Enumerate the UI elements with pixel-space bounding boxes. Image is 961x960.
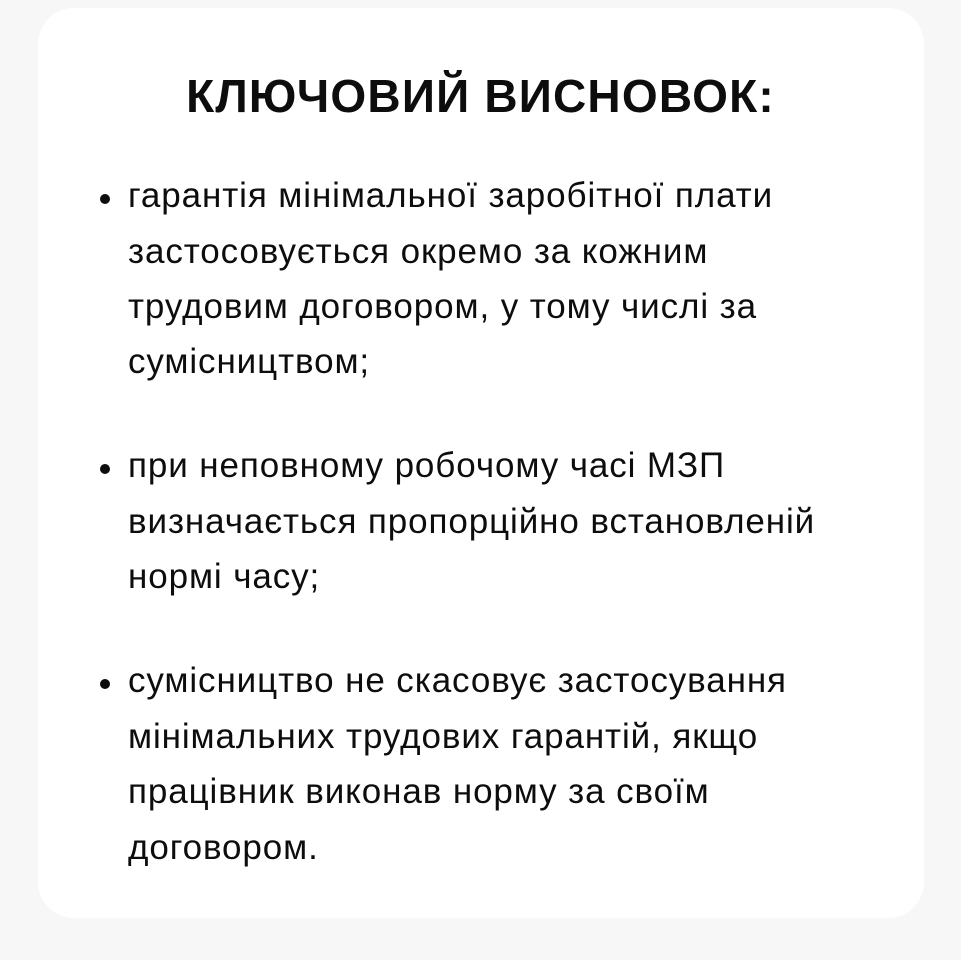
list-item-line: договором. [128,828,319,867]
list-item-line: гарантія мінімальної заробітної плати [128,176,774,215]
bullet-dot-icon [100,464,110,474]
list-item-line: нормі часу; [128,557,321,596]
list-item-line: при неповному робочому часі МЗП [128,446,726,485]
list-item-line: визначається пропорційно встановленій [128,502,816,541]
list-item-line: працівник виконав норму за своїм [128,772,710,811]
list-item-line: сумісництвом; [128,342,371,381]
bullet-dot-icon [100,679,110,689]
list-item-line: мінімальних трудових гарантій, якщо [128,717,759,756]
list-item-line: трудовим договором, у тому числі за [128,287,757,326]
page-title: КЛЮЧОВИЙ ВИСНОВОК: [186,70,775,122]
bullet-dot-icon [100,194,110,204]
list-item-line: сумісництво не скасовує застосування [128,661,787,700]
list-item-line: застосовується окремо за кожним [128,232,709,271]
